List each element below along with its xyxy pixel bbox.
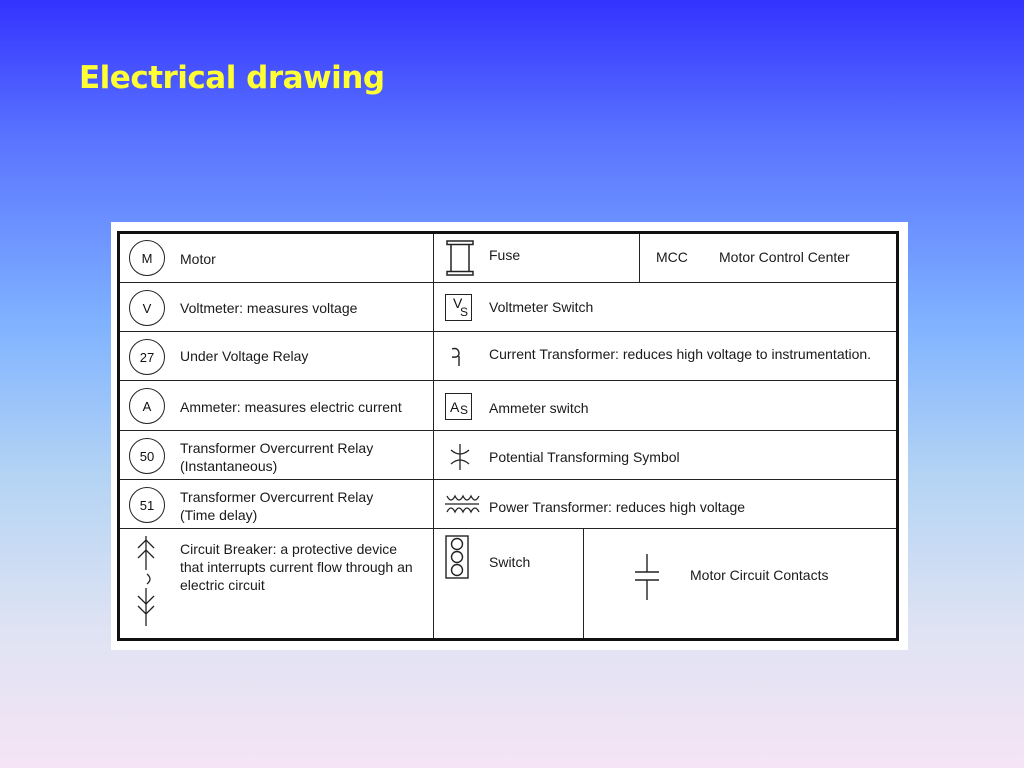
relay-51-symbol: 51	[129, 487, 165, 523]
relay-51-label-line2: (Time delay)	[180, 507, 258, 523]
fuse-label: Fuse	[489, 247, 521, 263]
voltmeter-switch-label: Voltmeter Switch	[489, 299, 594, 315]
motor-symbol: M	[129, 240, 165, 276]
voltmeter-switch-icon	[445, 294, 472, 321]
voltmeter-label: Voltmeter: measures voltage	[180, 300, 358, 316]
relay-50-symbol: 50	[129, 438, 165, 474]
relay-51-label-line1: Transformer Overcurrent Relay	[180, 489, 374, 505]
column-divider	[639, 234, 640, 282]
row-divider	[120, 380, 896, 381]
potential-transformer-icon	[448, 442, 472, 472]
power-transformer-label: Power Transformer: reduces high voltage	[489, 499, 746, 515]
voltmeter-symbol: V	[129, 290, 165, 326]
row-divider	[120, 430, 896, 431]
under-voltage-relay-symbol: 27	[129, 339, 165, 375]
circuit-breaker-icon	[134, 534, 158, 628]
row-divider	[120, 282, 896, 283]
under-voltage-relay-label: Under Voltage Relay	[180, 348, 309, 364]
motor-label: Motor	[180, 251, 216, 267]
potential-transformer-label: Potential Transforming Symbol	[489, 449, 680, 465]
voltmeter-switch-letter: V	[453, 295, 463, 311]
current-transformer-icon	[446, 344, 470, 368]
voltmeter-switch-subscript: S	[460, 305, 469, 319]
motor-contacts-label: Motor Circuit Contacts	[690, 567, 829, 583]
switch-icon	[444, 534, 470, 580]
fuse-icon	[446, 240, 474, 276]
column-divider	[583, 528, 584, 638]
circuit-breaker-label-line2: that interrupts current flow through an	[180, 559, 413, 575]
relay-50-label-line1: Transformer Overcurrent Relay	[180, 440, 374, 456]
column-divider	[433, 234, 434, 638]
mcc-label: Motor Control Center	[719, 249, 850, 265]
ammeter-switch-label: Ammeter switch	[489, 400, 589, 416]
ammeter-switch-subscript: S	[460, 403, 469, 417]
circuit-breaker-label-line1: Circuit Breaker: a protective device	[180, 541, 398, 557]
ammeter-label: Ammeter: measures electric current	[180, 399, 402, 415]
mcc-symbol: MCC	[656, 249, 688, 265]
ammeter-symbol: A	[129, 388, 165, 424]
slide-title: Electrical drawing	[79, 60, 385, 96]
row-divider	[120, 528, 896, 529]
circuit-breaker-label-line3: electric circuit	[180, 577, 265, 593]
switch-label: Switch	[489, 554, 531, 570]
symbol-legend-figure	[111, 222, 908, 650]
current-transformer-label: Current Transformer: reduces high voltage to instrumentation.	[489, 346, 872, 362]
relay-50-label-line2: (Instantaneous)	[180, 458, 278, 474]
row-divider	[120, 331, 896, 332]
ammeter-switch-icon	[445, 393, 472, 420]
row-divider	[120, 479, 896, 480]
power-transformer-icon	[443, 492, 481, 516]
symbol-legend-table	[117, 231, 899, 641]
motor-contacts-icon	[633, 552, 661, 602]
ammeter-switch-letter: A	[450, 399, 460, 415]
